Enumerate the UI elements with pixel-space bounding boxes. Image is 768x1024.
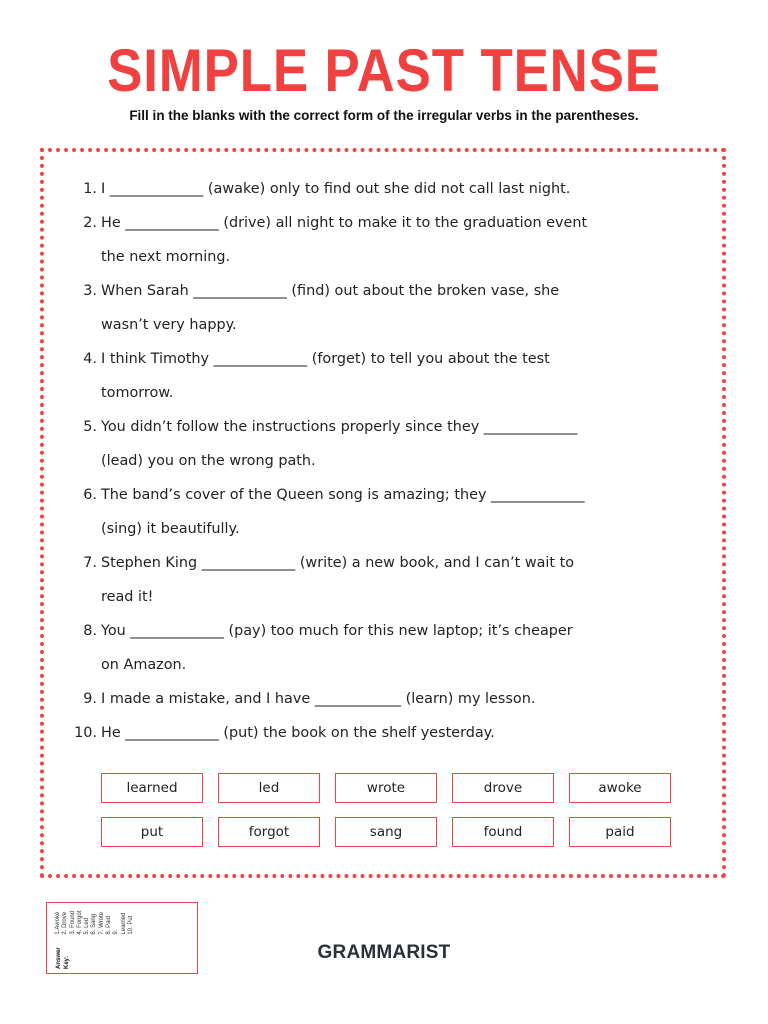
- question-number: 4.: [83, 351, 97, 367]
- question-text: He _____________ (put) the book on the shelf yesterday.: [101, 725, 495, 741]
- question-number: 3.: [83, 283, 97, 299]
- brand-logo: GRAMMARIST: [317, 942, 451, 963]
- word-bank-item: found: [452, 817, 554, 847]
- question-item: [70, 410, 710, 478]
- question-text-continued: the next morning.: [101, 249, 231, 265]
- answer-key-item: 7. Wrote: [98, 912, 105, 935]
- question-number: 9.: [83, 691, 97, 707]
- answer-key-title: Answer Key:: [56, 947, 70, 969]
- answer-key-item: 2. Drove: [62, 911, 69, 935]
- question-text: You _____________ (pay) too much for this new laptop; it’s cheaper: [101, 623, 573, 639]
- word-bank-item: led: [218, 773, 320, 803]
- word-bank-item: wrote: [335, 773, 437, 803]
- word-bank-item: paid: [569, 817, 671, 847]
- question-number: 8.: [83, 623, 97, 639]
- question-text: He _____________ (drive) all night to make it to the graduation event: [101, 215, 588, 231]
- question-item: [70, 682, 710, 716]
- answer-key-column: [55, 937, 135, 969]
- question-item: [70, 172, 710, 206]
- answer-key-item: 10. Put: [127, 915, 134, 935]
- worksheet-instructions: Fill in the blanks with the correct form of the irregular verbs in the parentheses.: [129, 108, 639, 123]
- word-bank-item: sang: [335, 817, 437, 847]
- question-number: 7.: [83, 555, 97, 571]
- word-bank: [101, 773, 669, 847]
- answer-key-item: 1.Awoke: [55, 911, 61, 935]
- question-list: [70, 172, 710, 750]
- question-text-continued: wasn’t very happy.: [101, 317, 237, 333]
- word-bank-item: put: [101, 817, 203, 847]
- question-number: 10.: [74, 725, 97, 741]
- question-text-continued: on Amazon.: [101, 657, 187, 673]
- question-text-continued: read it!: [101, 589, 154, 605]
- question-item: [70, 206, 710, 274]
- word-bank-item: learned: [101, 773, 203, 803]
- worksheet-title: SIMPLE PAST TENSE: [107, 37, 661, 104]
- question-item: [70, 546, 710, 614]
- question-text: You didn’t follow the instructions properly since they _____________: [101, 419, 578, 435]
- question-text: When Sarah _____________ (find) out about the broken vase, she: [101, 283, 560, 299]
- question-item: [70, 274, 710, 342]
- question-item: [70, 342, 710, 410]
- question-text: I think Timothy _____________ (forget) to tell you about the test: [101, 351, 550, 367]
- answer-key-item: 6. Sang: [91, 913, 98, 935]
- answer-key-item: 8. Paid: [106, 915, 113, 935]
- answer-key-box: [46, 902, 198, 974]
- question-number: 2.: [83, 215, 97, 231]
- question-text-continued: tomorrow.: [101, 385, 174, 401]
- question-number: 1.: [83, 181, 97, 197]
- question-number: 6.: [83, 487, 97, 503]
- word-bank-item: drove: [452, 773, 554, 803]
- answer-key-list: [55, 909, 135, 935]
- answer-key-item: 9. Learned: [113, 912, 127, 935]
- answer-key-item: 5. Led: [84, 917, 91, 935]
- question-text: I _____________ (awake) only to find out she did not call last night.: [101, 181, 571, 197]
- answer-key-rotated: [55, 909, 135, 969]
- answer-key-item: 4. Forgot: [76, 910, 83, 935]
- question-item: [70, 478, 710, 546]
- answer-key-item: 3. Found: [69, 910, 76, 935]
- question-number: 5.: [83, 419, 97, 435]
- question-text: I made a mistake, and I have ____________ (learn) my lesson.: [101, 691, 536, 707]
- question-item: [70, 716, 710, 750]
- word-bank-item: forgot: [218, 817, 320, 847]
- question-text-continued: (lead) you on the wrong path.: [101, 453, 316, 469]
- question-item: [70, 614, 710, 682]
- question-text-continued: (sing) it beautifully.: [101, 521, 240, 537]
- question-text: Stephen King _____________ (write) a new book, and I can’t wait to: [101, 555, 575, 571]
- question-text: The band’s cover of the Queen song is amazing; they _____________: [101, 487, 585, 503]
- word-bank-item: awoke: [569, 773, 671, 803]
